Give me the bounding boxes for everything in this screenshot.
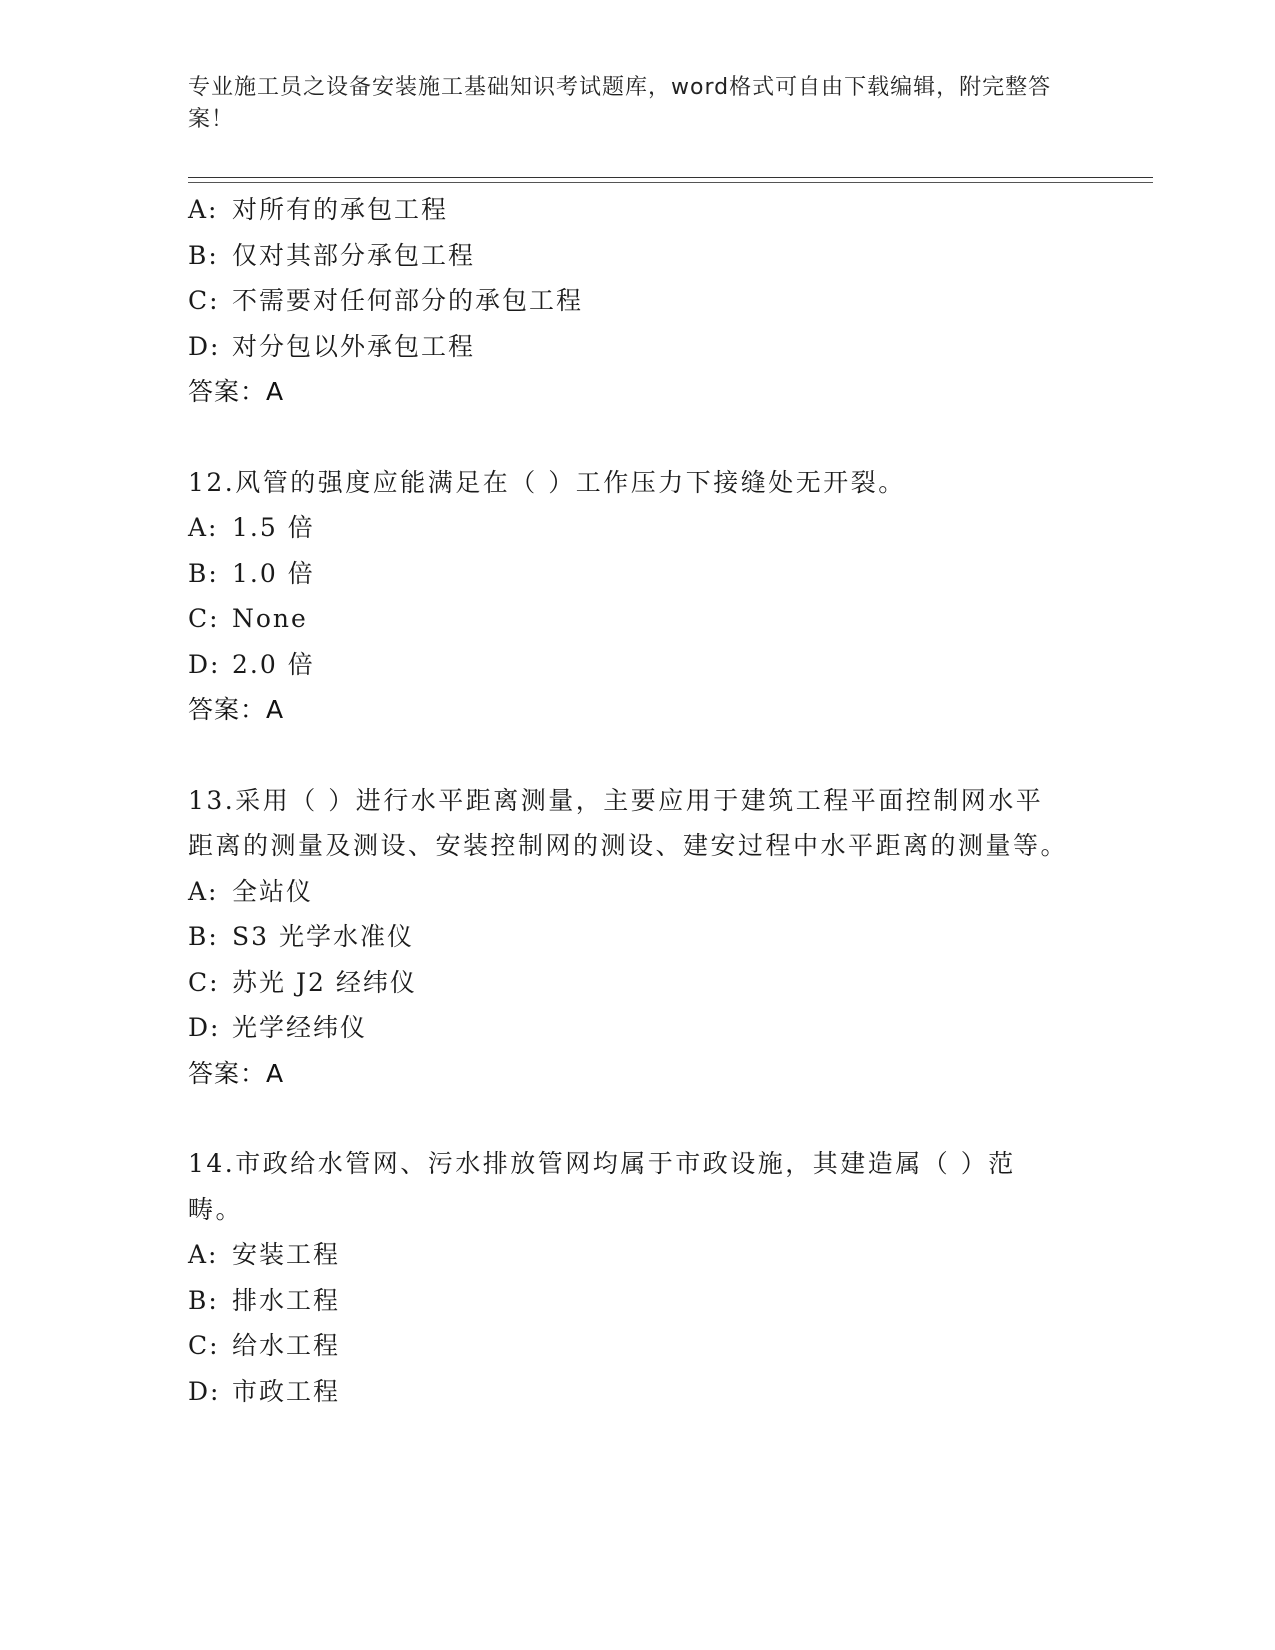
option-b: B: 排水工程 <box>188 1285 341 1315</box>
header-rule-bottom <box>188 182 1153 183</box>
option-c: C: 给水工程 <box>188 1331 341 1360</box>
question-stem: 13.采用（ ）进行水平距离测量，主要应用于建筑工程平面控制网水平距离的测量及测设、安装控制网的测设、建安过程中水平距离的测量等。 <box>188 785 1069 860</box>
option-b: B: 1.0 倍 <box>188 558 315 588</box>
option-a: A: 安装工程 <box>188 1240 341 1269</box>
document-header: 专业施工员之设备安装施工基础知识考试题库，word格式可自由下载编辑，附完整答案！ <box>188 75 1052 132</box>
question-block <box>188 460 1068 733</box>
question-list <box>188 187 1068 1414</box>
header-rule-top <box>188 177 1153 178</box>
option-d: D: 光学经纬仪 <box>188 1013 368 1042</box>
answer-line: 答案：A <box>188 377 285 406</box>
option-a: A: 全站仪 <box>188 876 314 906</box>
question-block <box>188 187 1068 415</box>
question-block <box>188 778 1068 1097</box>
option-b: B: S3 光学水准仪 <box>188 922 414 951</box>
option-d: D: 市政工程 <box>188 1376 341 1406</box>
answer-line: 答案：A <box>188 695 285 724</box>
option-c: C: 不需要对任何部分的承包工程 <box>188 286 584 315</box>
option-a: A: 1.5 倍 <box>188 513 315 542</box>
option-c: C: None <box>188 604 308 633</box>
question-stem: 14.市政给水管网、污水排放管网均属于市政设施，其建造属（ ）范畴。 <box>188 1149 1016 1224</box>
option-a: A: 对所有的承包工程 <box>188 195 449 224</box>
option-b: B: 仅对其部分承包工程 <box>188 240 476 270</box>
option-d: D: 2.0 倍 <box>188 649 315 679</box>
option-d: D: 对分包以外承包工程 <box>188 331 476 361</box>
question-block <box>188 1141 1068 1414</box>
question-stem: 12.风管的强度应能满足在（ ）工作压力下接缝处无开裂。 <box>188 467 906 497</box>
answer-line: 答案：A <box>188 1058 285 1088</box>
option-c: C: 苏光 J2 经纬仪 <box>188 967 417 997</box>
